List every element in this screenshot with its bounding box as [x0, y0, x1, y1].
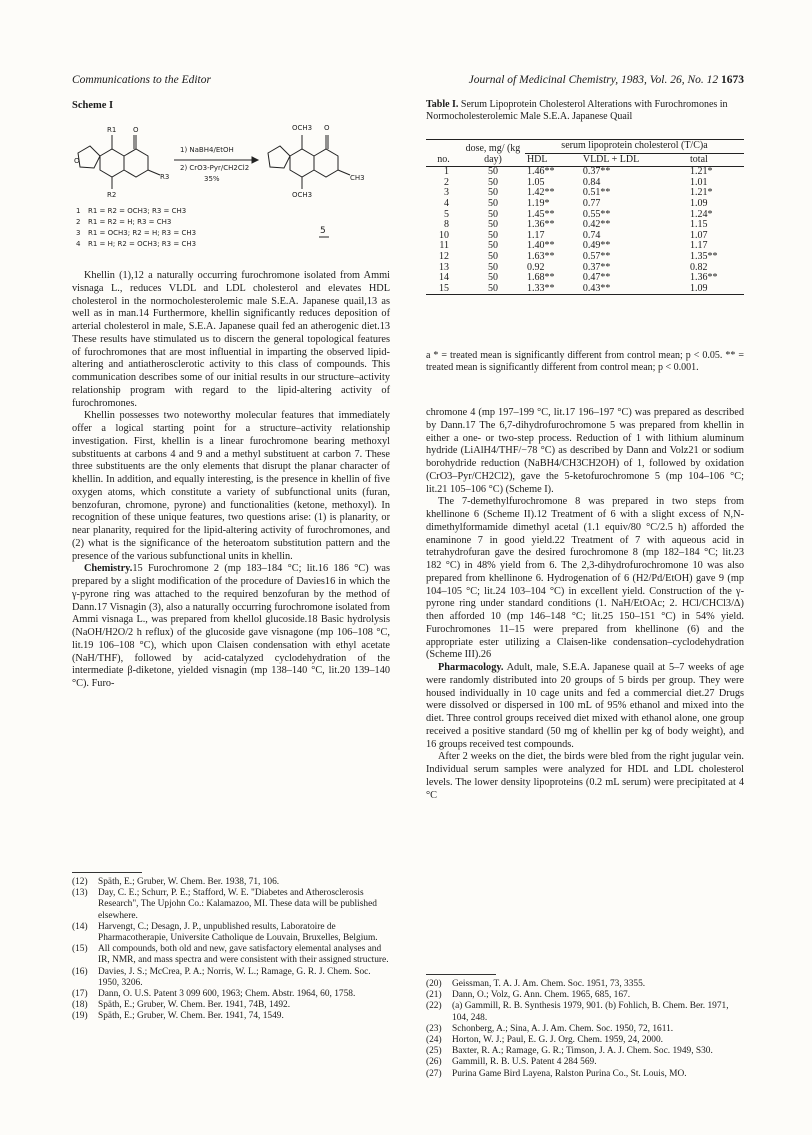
- cell-dose: 50: [487, 176, 498, 188]
- reference-item: (25) Baxter, R. A.; Ramage, G. R.; Timson, J. A. J. Chem. Soc. 1949, S30.: [426, 1046, 713, 1057]
- paragraph-pharmacology: Pharmacology. Adult, male, S.E.A. Japanese quail at 5–7 weeks of age were randomly distributed into 20 groups of 5 birds per group. They were housed individually in 10 cage units and fed a commercial diet.27 Drugs were dissolved or dispersed in 100 mL of 95% ethanol and mixed into the diet. Three control groups received diet mixed with ethanol alone, one group received a positive standard (50 mg of khellin per kg of body weight), and 16 groups received test compounds.: [426, 662, 744, 750]
- col-header-dose: dose, mg/ (kg day): [465, 143, 521, 165]
- cell-hdl: 1.68**: [526, 272, 555, 284]
- product-oxygen: O: [324, 124, 330, 132]
- cell-dose: 50: [487, 261, 498, 273]
- cell-dose: 50: [487, 187, 498, 199]
- cell-dose: 50: [487, 166, 498, 178]
- paragraph-synthesis: chromone 4 (mp 197–199 °C, lit.17 196–197 °C) was prepared as described by Dann.17 The 6,7-dihydrofurochromone 5 was prepared from khellin in either a one- or two-step process. Reduction of 1 with lithium aluminum hydride (LiAlH4/THF/−78 °C) as described by Dann and Volz21 or sodium borohydride reduction (NaBH4/CH3CH2OH) of 1, followed by oxidation (CrO3–Pyr/CH2Cl2), gave the 5-ketofurochromone 5 (mp 104–106 °C; lit.21 105–106 °C) (Scheme I).: [426, 407, 744, 495]
- cell-hdl: 1.40**: [526, 240, 555, 252]
- cell-total: 1.17: [690, 240, 708, 252]
- cell-vldl-ldl: 0.57**: [582, 250, 611, 262]
- cell-vldl-ldl: 0.55**: [582, 208, 611, 220]
- col-header-total: total: [690, 153, 708, 165]
- reagent-step-1: 1) NaBH4/EtOH: [180, 146, 234, 154]
- cell-hdl: 1.36**: [526, 219, 555, 231]
- pyrone-ring: [124, 149, 148, 177]
- cell-total: 1.09: [690, 197, 708, 209]
- carbonyl-oxygen: O: [133, 126, 139, 134]
- cell-compound-no: 13: [438, 261, 449, 273]
- reference-item: (15) All compounds, both old and new, gave satisfactory elemental analyses and IR, NMR, and mass spectra and were consistent with their assigned structure.: [72, 944, 389, 966]
- table-footnote: a * = treated mean is significantly different from control mean; p < 0.05. ** = treated mean is significantly different from control mean; p < 0.001.: [426, 350, 744, 373]
- paragraph-bleeding: After 2 weeks on the diet, the birds were bled from the right jugular vein. Individual serum samples were analyzed for HDL and LDL cholesterol levels. The lower density lipoproteins (0.2 mL serum) were precipitated at 4 °C: [426, 751, 744, 801]
- footnote-rule-left: [72, 872, 142, 873]
- scheme-title: Scheme I: [72, 100, 114, 111]
- footnote-rule-right: [426, 974, 496, 975]
- reference-item: (16) Davies, J. S.; McCrea, P. A.; Norris, W. L.; Ramage, G. R. J. Chem. Soc. 1950, 3206.: [72, 966, 371, 988]
- references-left: [72, 877, 390, 1023]
- cell-vldl-ldl: 0.51**: [582, 187, 611, 199]
- running-header-right: [426, 74, 744, 86]
- col-group-header: serum lipoprotein cholesterol (T/C)a: [525, 140, 744, 154]
- cell-total: 1.35**: [690, 250, 718, 262]
- cell-dose: 50: [487, 240, 498, 252]
- furan-ring: [78, 146, 100, 168]
- cell-vldl-ldl: 0.37**: [582, 261, 611, 273]
- product-methoxy-bottom: OCH3: [292, 191, 313, 199]
- reference-item: (26) Gammill, R. B. U.S. Patent 4 284 569.: [426, 1057, 597, 1068]
- cell-compound-no: 8: [443, 219, 449, 231]
- cell-compound-no: 12: [438, 250, 449, 262]
- right-column-body: [426, 407, 744, 802]
- page-number: 1673: [721, 74, 744, 86]
- cell-hdl: 1.63**: [526, 250, 555, 262]
- cell-dose: 50: [487, 208, 498, 220]
- left-column-body: [72, 270, 390, 691]
- reference-item: (21) Dann, O.; Volz, G. Ann. Chem. 1965, 685, 167.: [426, 990, 631, 1001]
- reference-item: (24) Horton, W. J.; Paul, E. G. J. Org. Chem. 1959, 24, 2000.: [426, 1035, 664, 1046]
- cell-hdl: 1.45**: [526, 208, 555, 220]
- cell-hdl: 1.17: [526, 229, 545, 241]
- col-header-hdl: HDL: [526, 153, 548, 165]
- cell-compound-no: 14: [438, 272, 449, 284]
- cell-hdl: 0.92: [526, 261, 545, 273]
- cell-total: 1.15: [690, 219, 708, 231]
- reference-item: (14) Harvengt, C.; Desagn, J. P., unpublished results, Laboratoire de Pharmacotherapie, Universite Catholique de Louvain, Bruxelles, Belgium.: [72, 921, 378, 944]
- running-header-left: Communications to the Editor: [72, 74, 211, 86]
- cell-vldl-ldl: 0.49**: [582, 240, 611, 252]
- cell-dose: 50: [487, 250, 498, 262]
- cell-dose: 50: [487, 219, 498, 231]
- cell-hdl: 1.19*: [526, 197, 550, 209]
- cell-vldl-ldl: 0.47**: [582, 272, 611, 284]
- cell-total: 1.07: [690, 229, 708, 241]
- product-number: 5: [320, 226, 326, 236]
- table-row: [426, 284, 744, 295]
- cell-dose: 50: [487, 272, 498, 284]
- compound-2-number: 2: [76, 218, 81, 226]
- cell-total: 1.09: [690, 282, 708, 294]
- cell-total: 1.01: [690, 176, 708, 188]
- cell-vldl-ldl: 0.42**: [582, 219, 611, 231]
- reference-item: (27) Purina Game Bird Layena, Ralston Purina Co., St. Louis, MO.: [426, 1068, 687, 1079]
- reference-item: (18) Späth, E.; Gruber, W. Chem. Ber. 1941, 74B, 1492.: [72, 1000, 291, 1011]
- product-methyl: CH3: [350, 174, 365, 182]
- col-header-no: no.: [437, 153, 450, 165]
- compound-1-number: 1: [76, 207, 81, 215]
- section-heading-pharmacology: Pharmacology.: [438, 662, 504, 673]
- cell-total: 1.21*: [690, 187, 713, 199]
- table-label: Table I.: [426, 99, 459, 110]
- references-right: [426, 979, 744, 1080]
- table-row: [426, 199, 744, 210]
- reagent-step-2: 2) CrO3-Pyr/CH2Cl2: [180, 164, 250, 172]
- paragraph-demethyl: The 7-demethylfurochromone 8 was prepared in two steps from khellinone 6 (Scheme II).12 Treatment of 6 with a slight excess of N,N-dimethylformamide dimethyl acetal (1.1 equiv/80 °C/2.5 h) afforded the enaminone 7 in good yield.22 Treatment of 7 with aqueous acid in tetrahydrofuran gave the desired furochromone 8 (mp 182–184 °C; lit.23 182 °C) in 48% yield from 6. The 2,3-dihydrofurochromone 10 was also prepared from khellinone 6. Hydrogenation of 6 (H2/Pd/EtOH) gave 9 (mp 104–105 °C; lit.24 103–104 °C) in excellent yield. Construction of the γ-pyrone ring under standard conditions (1. NaH/EtOAc; 2. HCl/CHCl3/Δ) then afforded 10 (mp 146–148 °C; lit.25 150–151 °C) in 54% yield. Furochromones 11–15 were prepared from khellinone (6) and the appropriate ester utilizing a Claisen-like condensation–cyclodehydration (Scheme III).26: [426, 496, 744, 661]
- paragraph-features: Khellin possesses two noteworthy molecular features that immediately offer a logical starting point for a structure–activity relationship investigation. First, khellin is a linear furochromone bearing methoxyl substituents at carbons 4 and 9 and a methyl substituent at carbon 7. These three substituents are the only elements that disrupt the planar character of khellin. In addition, and equally interesting, is the presence in khellin of five oxygen atoms, which constitute a variety of subfunctional units (furan, benzofuran, chromone, pyrone) and functionalities (ketone, methoxyl). In recognition of these unique features, two questions arise: (1) is planarity, or near planarity, required for the lipid-altering activity of furochromones, and (2) what is the significance of the heteroatom substitution pattern and the presence of the various subfunctional units in khellin.: [72, 410, 390, 562]
- cell-total: 1.21*: [690, 166, 713, 178]
- r1-label: R1: [107, 126, 117, 134]
- cell-total: 0.82: [690, 261, 708, 273]
- reference-item: (20) Geissman, T. A. J. Am. Chem. Soc. 1951, 73, 3355.: [426, 979, 646, 989]
- cell-compound-no: 3: [443, 187, 449, 199]
- scheme-diagram: [72, 113, 390, 263]
- data-table: [426, 139, 744, 295]
- journal-citation: Journal of Medicinal Chemistry, 1983, Vol. 26, No. 12: [468, 74, 719, 86]
- cell-vldl-ldl: 0.84: [582, 176, 601, 188]
- cell-vldl-ldl: 0.43**: [582, 282, 611, 294]
- table-title: Serum Lipoprotein Cholesterol Alterations with Furochromones in Normocholesterolemic Male S.E.A. Japanese Quail: [426, 99, 728, 122]
- reference-item: (17) Dann, O. U.S. Patent 3 099 600, 1963; Chem. Abstr. 1964, 60, 1758.: [72, 989, 356, 1000]
- cell-hdl: 1.46**: [526, 166, 555, 178]
- table-row: [426, 252, 744, 263]
- table-caption: [426, 99, 744, 123]
- r3-label: R3: [160, 173, 170, 181]
- cell-compound-no: 1: [443, 166, 449, 178]
- cell-compound-no: 2: [443, 176, 449, 188]
- benzene-ring: [100, 149, 124, 177]
- cell-dose: 50: [487, 229, 498, 241]
- cell-compound-no: 15: [438, 282, 449, 294]
- compound-4-number: 4: [76, 240, 81, 248]
- reaction-yield: 35%: [204, 175, 220, 183]
- furan-oxygen: O: [74, 157, 80, 165]
- cell-compound-no: 10: [438, 229, 449, 241]
- reference-item: (19) Späth, E.; Gruber, W. Chem. Ber. 1941, 74, 1549.: [72, 1011, 284, 1022]
- paragraph-intro: Khellin (1),12 a naturally occurring furochromone isolated from Ammi visnaga L., reduces VLDL and LDL cholesterol and elevates HDL cholesterol in the normocholesterolemic male S.E.A. Japanese quail,13 as well as in man.14 Furthermore, khellin significantly reduces deposition of arterial cholesterol in male, S.E.A. Japanese quail fed an atherogenic diet.13 These results have stimulated us to discern the general topological features of furochromones that are most influential in imparting the observed lipid-altering and antiatherosclerotic activity to this class of compounds. This communication describes some of our initial results in our structure–activity relationship program with regard to the lipid-altering activity of furochromones.: [72, 270, 390, 409]
- compound-2-def: R1 = R2 = H; R3 = CH3: [88, 218, 172, 226]
- cell-total: 1.24*: [690, 208, 713, 220]
- compound-3-def: R1 = OCH3; R2 = H; R3 = CH3: [88, 229, 197, 237]
- cell-hdl: 1.05: [526, 176, 545, 188]
- compound-4-def: R1 = H; R2 = OCH3; R3 = CH3: [88, 240, 197, 248]
- reference-item: (22) (a) Gammill, R. B. Synthesis 1979, 901. (b) Fohlich, B. Chem. Ber. 1971, 104, 248.: [426, 1001, 729, 1023]
- paragraph-chemistry: Chemistry.15 Furochromone 2 (mp 183–184 °C; lit.16 186 °C) was prepared by a slight modification of the procedure of Davies16 in which the γ-pyrone ring was attached to the required benzofuran by the method of Dann.17 Visnagin (3), also a naturally occurring furochromone isolated from Ammi visnaga L., was prepared from khellol glucoside.18 Basic hydrolysis (NaOH/H2O/2 h reflux) of the glucoside gave visnagone (mp 106–108 °C, lit.19 106–108 °C), which upon Claisen condensation with ethyl acetate (NaH/THF), followed by acid-catalyzed cyclodehydration of the intermediate β-diketone, yielded visnagin (mp 138–140 °C, lit.20 139–140 °C). Furo-: [72, 563, 390, 689]
- compound-3-number: 3: [76, 229, 81, 237]
- reference-item: (12) Späth, E.; Gruber, W. Chem. Ber. 1938, 71, 106.: [72, 877, 280, 887]
- compound-1-def: R1 = R2 = OCH3; R3 = CH3: [88, 207, 187, 215]
- cell-total: 1.36**: [690, 272, 718, 284]
- col-header-vldl-ldl: VLDL + LDL: [582, 153, 640, 165]
- r2-label: R2: [107, 191, 117, 199]
- cell-compound-no: 11: [439, 240, 449, 252]
- product-methoxy-top: OCH3: [292, 124, 313, 132]
- reference-item: (13) Day, C. E.; Schurr, P. E.; Stafford, W. E. "Diabetes and Atherosclerosis Research", The Upjohn Co.: Kalamazoo, MI. These data will be published elsewhere.: [72, 888, 377, 921]
- cell-vldl-ldl: 0.77: [582, 197, 601, 209]
- cell-dose: 50: [487, 197, 498, 209]
- cell-hdl: 1.42**: [526, 187, 555, 199]
- cell-compound-no: 5: [443, 208, 449, 220]
- cell-dose: 50: [487, 282, 498, 294]
- cell-vldl-ldl: 0.37**: [582, 166, 611, 178]
- cell-compound-no: 4: [443, 197, 449, 209]
- cell-hdl: 1.33**: [526, 282, 555, 294]
- cell-vldl-ldl: 0.74: [582, 229, 601, 241]
- reference-item: (23) Schonberg, A.; Sina, A. J. Am. Chem. Soc. 1950, 72, 1611.: [426, 1023, 674, 1034]
- section-heading-chemistry: Chemistry.: [84, 563, 133, 575]
